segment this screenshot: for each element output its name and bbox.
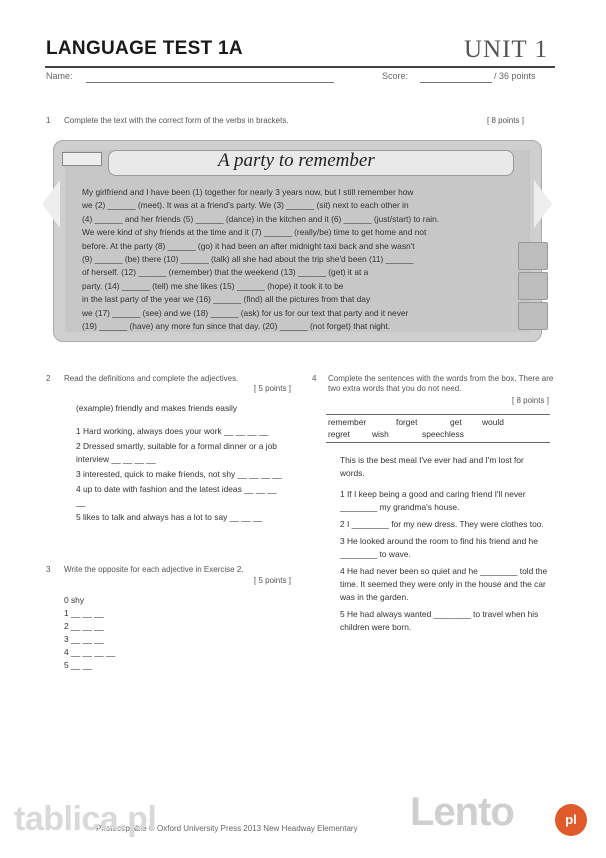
ex2-item[interactable]: 2 Dressed smartly, suitable for a formal dinner or a job interview __ __ __ __: [76, 441, 277, 464]
reading-line: we (17) ______ (see) and we (18) ______ (ask) for us for our text that party and it never: [82, 307, 409, 318]
ex2-item[interactable]: 5 likes to talk and always has a lot to say __ __ __: [76, 512, 263, 522]
test-title: LANGUAGE TEST 1A: [46, 38, 243, 59]
ex2-points: [ 5 points ]: [254, 384, 291, 393]
score-line[interactable]: [420, 82, 492, 83]
ex3-number: 3: [46, 565, 51, 574]
reading-line: of herself. (12) ______ (remember) that the weekend (13) ______ (get) it at a: [82, 267, 369, 278]
ex3-item[interactable]: 3 __ __ __: [64, 634, 104, 644]
ex1-instruction: Complete the text with the correct form of the verbs in brackets.: [64, 116, 289, 125]
reading-line: (9) ______ (be) there (10) ______ (talk) all she had about the trip she'd been (11) ______: [82, 254, 414, 265]
ex3-instruction: Write the opposite for each adjective in Exercise 2.: [64, 565, 244, 574]
side-tab-1: [518, 242, 548, 270]
reading-text: [82, 186, 496, 333]
reading-line: We were kind of shy friends at the time and it (7) ______ (really/be) time to get home and not: [82, 227, 427, 238]
ex4-list: [340, 454, 550, 634]
ex3-example: 0 shy: [64, 595, 85, 605]
reading-line: (19) ______ (have) any more fun since that day. (20) ______ (not forget) that night.: [82, 321, 391, 332]
unit-label: UNIT 1: [464, 36, 549, 63]
ex1-number: 1: [46, 116, 51, 125]
ex4-item[interactable]: 1 If I keep being a good and caring friend I'll never ________ my grandma's house.: [340, 489, 526, 512]
ex2-list: [76, 402, 288, 524]
score-total: / 36 points: [494, 71, 536, 81]
word-box-item: forget: [396, 417, 418, 427]
ex3-item[interactable]: 2 __ __ __: [64, 621, 104, 631]
header-rule: [45, 66, 555, 68]
ex3-item[interactable]: 5 __ __: [64, 660, 92, 670]
ex2-instruction: Read the definitions and complete the adjectives.: [64, 374, 239, 383]
arrow-right-icon: [534, 180, 552, 228]
window-tabs-icon: [62, 152, 102, 166]
ex2-item[interactable]: 3 interested, quick to make friends, not shy __ __ __ __: [76, 469, 282, 479]
ex4-number: 4: [312, 374, 317, 383]
ex2-number: 2: [46, 374, 51, 383]
ex2-item[interactable]: 4 up to date with fashion and the latest ideas __ __ __ __: [76, 484, 277, 507]
ex4-item[interactable]: 4 He had never been so quiet and he ________ told the time. It seemed they were only in the house and the car was in the garden.: [340, 566, 548, 602]
reading-line: we (2) ______ (meet). It was at a friend's party. We (3) ______ (sit) next to each other in: [82, 200, 409, 211]
reading-line: My girlfriend and I have been (1) together for nearly 3 years now, but I still remember how: [82, 187, 414, 197]
ex3-item[interactable]: 1 __ __ __: [64, 608, 104, 618]
ex3-item[interactable]: 4 __ __ __ __: [64, 647, 116, 657]
ex4-points: [ 8 points ]: [512, 396, 549, 405]
score-label: Score:: [382, 71, 409, 81]
name-line[interactable]: [86, 82, 334, 83]
watermark-lento: Lento: [410, 790, 514, 834]
ex4-example: This is the best meal I've ever had and I'm lost for words.: [340, 455, 524, 478]
word-box: [326, 414, 550, 443]
ex4-item[interactable]: 3 He looked around the room to find his friend and he ________ to wave.: [340, 536, 538, 559]
ex3-points: [ 5 points ]: [254, 576, 291, 585]
ex4-item[interactable]: 2 I ________ for my new dress. They were clothes too.: [340, 519, 544, 529]
ex3-list: [64, 594, 214, 672]
ex2-item[interactable]: 1 Hard working, always does your work __ __ __ __: [76, 426, 269, 436]
ex4-instruction: Complete the sentences with the words from the box. There are two extra words that you do not need.: [328, 374, 554, 393]
ex4-item[interactable]: 5 He had always wanted ________ to travel when his children were born.: [340, 609, 539, 632]
reading-line: (4) ______ and her friends (5) ______ (dance) in the kitchen and it (6) ______ (just/start) to rain.: [82, 213, 440, 224]
side-tab-2: [518, 272, 548, 300]
word-box-item: wish: [372, 429, 389, 439]
watermark-tablica: tablica.pl: [14, 800, 157, 838]
page-footer: Photocopiable © Oxford University Press 2013 New Headway Elementary: [96, 824, 358, 833]
word-box-item: get: [450, 417, 462, 427]
side-tab-3: [518, 302, 548, 330]
reading-line: in the last party of the year we (16) ______ (find) all the pictures from that day: [82, 294, 371, 305]
reading-title: A party to remember: [218, 150, 375, 171]
reading-line: before. At the party (8) ______ (go) it had been an after midnight taxi back and she wasn't: [82, 240, 415, 251]
ex1-points: [ 8 points ]: [487, 116, 524, 125]
watermark-badge: pl: [555, 804, 587, 836]
name-label: Name:: [46, 71, 73, 81]
word-box-item: regret: [328, 429, 350, 439]
ex2-example: (example) friendly and makes friends easily: [76, 403, 238, 413]
word-box-item: speechless: [422, 429, 464, 439]
arrow-left-icon: [42, 180, 60, 228]
reading-line: party. (14) ______ (tell) me she likes (15) ______ (hope) it took it to be: [82, 280, 344, 291]
word-box-item: remember: [328, 417, 367, 427]
word-box-item: would: [482, 417, 504, 427]
